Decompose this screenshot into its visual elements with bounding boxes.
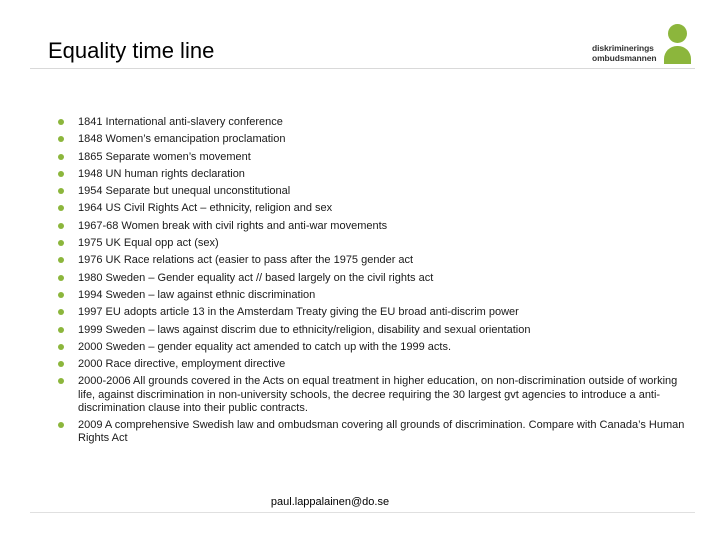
bullet-icon xyxy=(58,188,64,194)
bullet-icon xyxy=(58,361,64,367)
timeline-item xyxy=(58,220,688,233)
timeline-item-text: 1967-68 Women break with civil rights and anti-war movements xyxy=(78,219,388,232)
timeline-item xyxy=(58,202,688,215)
timeline-item-text: 1994 Sweden – law against ethnic discrimination xyxy=(78,288,316,301)
bullet-icon xyxy=(58,378,64,384)
bullet-icon xyxy=(58,344,64,350)
timeline-item-text: 1865 Separate women’s movement xyxy=(78,150,251,163)
timeline-item-text: 1980 Sweden – Gender equality act // based largely on the civil rights act xyxy=(78,271,434,284)
bullet-icon xyxy=(58,422,64,428)
bullet-icon xyxy=(58,257,64,263)
bullet-icon xyxy=(58,119,64,125)
bullet-icon xyxy=(58,292,64,298)
title-divider xyxy=(30,68,695,69)
timeline-item xyxy=(58,324,688,337)
timeline-item xyxy=(58,341,688,354)
timeline-item xyxy=(58,375,688,415)
timeline-item xyxy=(58,168,688,181)
timeline-item xyxy=(58,254,688,267)
timeline-item-text: 1954 Separate but unequal unconstitutional xyxy=(78,185,291,198)
timeline-item xyxy=(58,237,688,250)
bullet-icon xyxy=(58,240,64,246)
bullet-icon xyxy=(58,136,64,142)
timeline-item-text: 2000 Race directive, employment directive xyxy=(78,358,286,371)
timeline-item-text: 1997 EU adopts article 13 in the Amsterdam Treaty giving the EU broad anti-discrim power xyxy=(78,306,519,319)
logo-line-2: ombudsmannen xyxy=(592,53,657,63)
timeline-item xyxy=(58,185,688,198)
timeline-item-text: 1948 UN human rights declaration xyxy=(78,167,245,180)
footer-email: paul.lappalainen@do.se xyxy=(270,496,390,508)
slide-title: Equality time line xyxy=(48,38,215,63)
timeline-item xyxy=(58,151,688,164)
person-icon-body xyxy=(664,46,691,64)
timeline-item xyxy=(58,116,688,129)
timeline-item-text: 1841 International anti-slavery conference xyxy=(78,116,283,128)
timeline-item-text: 1848 Women’s emancipation proclamation xyxy=(78,133,286,146)
timeline-item-text: 1999 Sweden – laws against discrim due to ethnicity/religion, disability and sexual orientation xyxy=(78,323,531,336)
timeline-item-text: 2009 A comprehensive Swedish law and ombudsman covering all grounds of discrimination. Compare with Canada’s Human Rights Act xyxy=(78,419,685,445)
person-icon-head xyxy=(668,24,687,43)
bullet-icon xyxy=(58,327,64,333)
timeline-item xyxy=(58,133,688,146)
bottom-divider xyxy=(30,512,695,513)
timeline-item xyxy=(58,358,688,371)
timeline-item-text: 2000-2006 All grounds covered in the Acts on equal treatment in higher education, on non-discrimination outside of working life, against discrimination in non-university schools, the decree requiring the 30 largest gvt agencies to introduce a anti-discrimination clause into their public contracts. xyxy=(78,375,678,414)
logo-wordmark xyxy=(592,43,656,63)
timeline-item xyxy=(58,289,688,302)
bullet-icon xyxy=(58,154,64,160)
bullet-icon xyxy=(58,205,64,211)
timeline-list xyxy=(58,116,688,450)
logo xyxy=(592,24,692,68)
bullet-icon xyxy=(58,309,64,315)
logo-line-1: diskriminerings xyxy=(592,43,654,53)
timeline-item-text: 2000 Sweden – gender equality act amended to catch up with the 1999 acts. xyxy=(78,340,452,353)
bullet-icon xyxy=(58,171,64,177)
timeline-item-text: 1964 US Civil Rights Act – ethnicity, religion and sex xyxy=(78,202,333,215)
timeline-item-text: 1975 UK Equal opp act (sex) xyxy=(78,237,219,250)
timeline-item xyxy=(58,272,688,285)
bullet-icon xyxy=(58,275,64,281)
timeline-item xyxy=(58,419,688,445)
timeline-item xyxy=(58,306,688,319)
timeline-item-text: 1976 UK Race relations act (easier to pass after the 1975 gender act xyxy=(78,254,414,267)
bullet-icon xyxy=(58,223,64,229)
